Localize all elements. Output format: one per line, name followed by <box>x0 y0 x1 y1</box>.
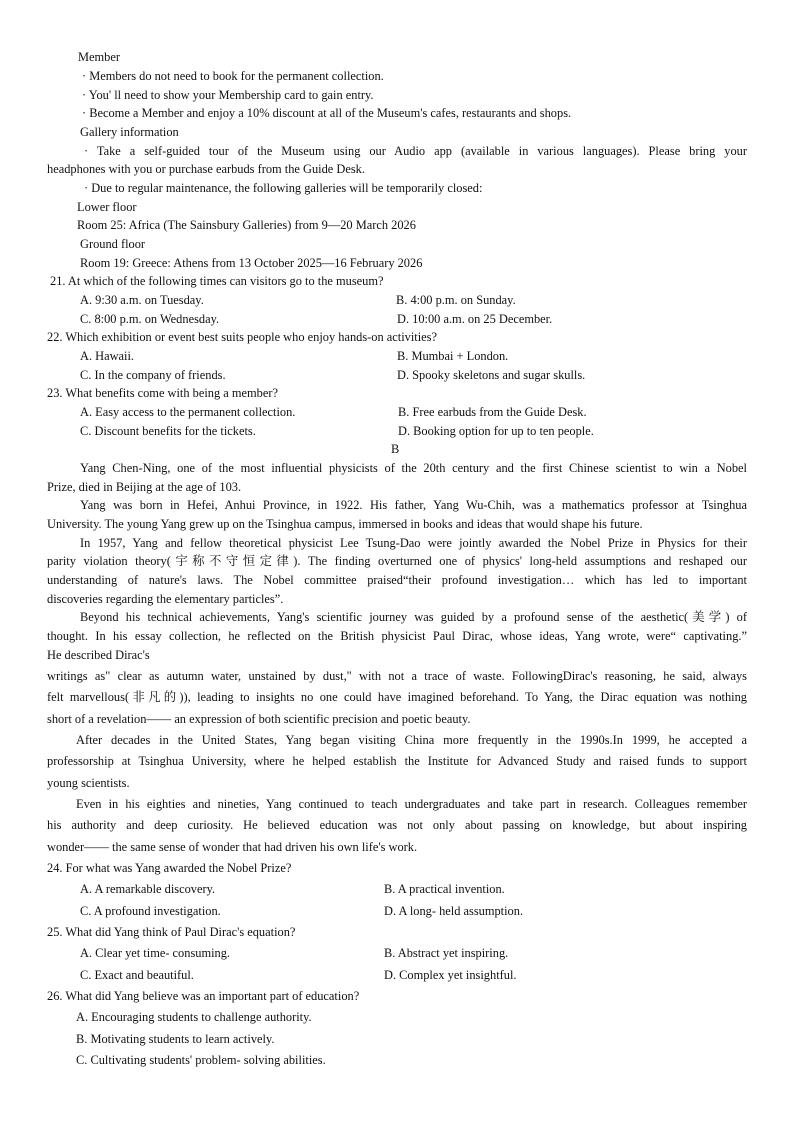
floor-label: Lower floor <box>77 200 137 214</box>
option: C. Discount benefits for the tickets. <box>80 424 256 438</box>
member-heading: Member <box>78 50 120 64</box>
paragraph-line: wonder—— the same sense of wonder that had driven his own life's work. <box>47 840 418 854</box>
option: D. Booking option for up to ten people. <box>398 424 594 438</box>
paragraph-line: Beyond his technical achievements, Yang's scientific journey was guided by a profound sense of the aesthetic(美学) of <box>80 610 747 624</box>
room-closure: Room 25: Africa (The Sainsbury Galleries) from 9—20 March 2026 <box>77 218 416 232</box>
room-closure: Room 19: Greece: Athens from 13 October 2025—16 February 2026 <box>80 256 423 270</box>
paragraph-line: discoveries regarding the elementary particles”. <box>47 592 284 606</box>
option: A. A remarkable discovery. <box>80 882 216 896</box>
option: B. Abstract yet inspiring. <box>384 946 509 960</box>
option: B. Mumbai + London. <box>397 349 509 363</box>
question-stem: 23. What benefits come with being a member? <box>47 386 278 400</box>
paragraph-line: Prize, died in Beijing at the age of 103. <box>47 480 242 494</box>
paragraph-line: In 1957, Yang and fellow theoretical physicist Lee Tsung-Dao were jointly awarded the Nobel Prize in Physics for their <box>80 536 747 550</box>
question-stem: 26. What did Yang believe was an important part of education? <box>47 989 360 1003</box>
paragraph-line: writings as" clear as autumn water, unstained by dust," with not a trace of waste. FollowingDirac's reasoning, he said, always <box>47 669 747 683</box>
option: D. Complex yet insightful. <box>384 968 517 982</box>
member-item: · Members do not need to book for the permanent collection. <box>82 69 384 83</box>
option: B. 4:00 p.m. on Sunday. <box>396 293 516 307</box>
option: C. 8:00 p.m. on Wednesday. <box>80 312 220 326</box>
paragraph-line: his authority and deep curiosity. He believed education was not only about passing on knowledge, but about inspiring <box>47 818 747 832</box>
gallery-item: · Due to regular maintenance, the following galleries will be temporarily closed: <box>84 181 483 195</box>
option: A. Easy access to the permanent collection. <box>80 405 296 419</box>
section-label: B <box>391 442 400 456</box>
question-stem: 24. For what was Yang awarded the Nobel Prize? <box>47 861 292 875</box>
option: D. 10:00 a.m. on 25 December. <box>397 312 553 326</box>
paragraph-line: young scientists. <box>47 776 130 790</box>
option: B. Motivating students to learn actively. <box>76 1032 275 1046</box>
option: B. Free earbuds from the Guide Desk. <box>398 405 587 419</box>
question-stem: 21. At which of the following times can visitors go to the museum? <box>50 274 384 288</box>
option: C. Exact and beautiful. <box>80 968 194 982</box>
floor-label: Ground floor <box>80 237 146 251</box>
option: B. A practical invention. <box>384 882 505 896</box>
paragraph-line: professorship at Tsinghua University, where he helped establish the Institute for Advanced Study and raised funds to support <box>47 754 747 768</box>
gallery-item-cont: headphones with you or purchase earbuds from the Guide Desk. <box>47 162 365 176</box>
option: D. A long- held assumption. <box>384 904 524 918</box>
paragraph-line: Even in his eighties and nineties, Yang continued to teach undergraduates and take part in research. Colleagues remember <box>76 797 747 811</box>
gallery-item: · Take a self-guided tour of the Museum using our Audio app (available in various languages). Please bring your <box>84 144 747 158</box>
paragraph-line: parity violation theory(宇称不守恒定律). The finding overturned one of physics' long-held assumptions and reshaped our <box>47 554 747 568</box>
option: D. Spooky skeletons and sugar skulls. <box>397 368 586 382</box>
paragraph-line: thought. In his essay collection, he reflected on the British physicist Paul Dirac, whose ideas, Yang wrote, were“ captivating.” <box>47 629 747 643</box>
paragraph-line: short of a revelation—— an expression of both scientific precision and poetic beauty. <box>47 712 471 726</box>
paragraph-line: felt marvellous(非凡的)), leading to insights no one could have imagined beforehand. To Yang, the Dirac equation was nothing <box>47 690 747 704</box>
option: A. Hawaii. <box>80 349 135 363</box>
member-item: · Become a Member and enjoy a 10% discount at all of the Museum's cafes, restaurants and shops. <box>82 106 572 120</box>
question-stem: 25. What did Yang think of Paul Dirac's equation? <box>47 925 296 939</box>
paragraph-line: University. The young Yang grew up on the Tsinghua campus, immersed in books and ideas that would shape his future. <box>47 517 643 531</box>
option: C. In the company of friends. <box>80 368 226 382</box>
paragraph-line: understanding of nature's laws. The Nobel committee praised“their profound investigation… which has led to important <box>47 573 747 587</box>
member-item: · You' ll need to show your Membership card to gain entry. <box>82 88 374 102</box>
question-stem: 22. Which exhibition or event best suits people who enjoy hands-on activities? <box>47 330 437 344</box>
paragraph-line: Yang Chen-Ning, one of the most influential physicists of the 20th century and the first Chinese scientist to win a Nobel <box>80 461 747 475</box>
gallery-heading: Gallery information <box>80 125 179 139</box>
paragraph-line: After decades in the United States, Yang began visiting China more frequently in the 1990s.In 1999, he accepted a <box>76 733 747 747</box>
option: C. A profound investigation. <box>80 904 221 918</box>
option: A. Clear yet time- consuming. <box>80 946 231 960</box>
paragraph-line: He described Dirac's <box>47 648 150 662</box>
option: A. Encouraging students to challenge authority. <box>76 1010 312 1024</box>
option: A. 9:30 a.m. on Tuesday. <box>80 293 204 307</box>
option: C. Cultivating students' problem- solving abilities. <box>76 1053 326 1067</box>
paragraph-line: Yang was born in Hefei, Anhui Province, in 1922. His father, Yang Wu-Chih, was a mathematics professor at Tsinghua <box>80 498 747 512</box>
